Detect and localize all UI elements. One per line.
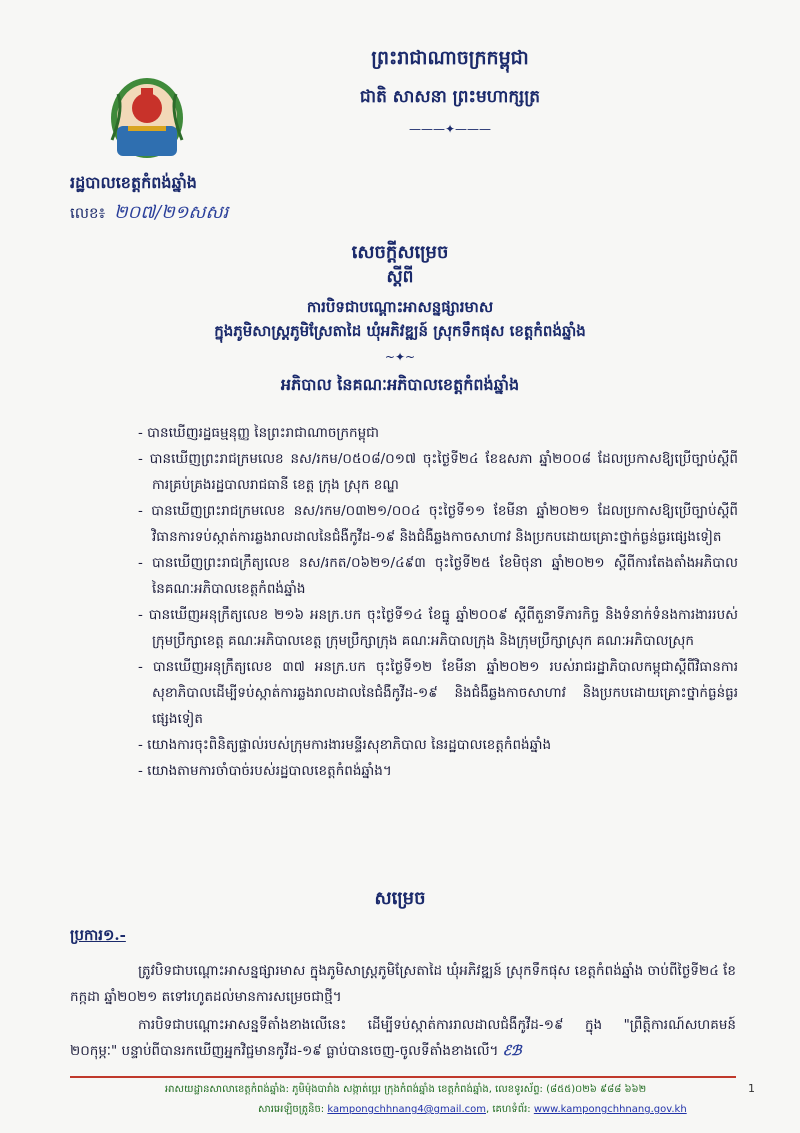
reference-label: លេខ៖ [70, 204, 106, 222]
title-subject: ការបិទជាបណ្ដោះអាសន្នផ្សារមាស [306, 298, 494, 316]
kingdom-heading: ព្រះរាជាណាចក្រកម្ពុជា [371, 47, 529, 69]
article-1-label: ប្រការ១.- [70, 926, 126, 944]
decision-heading: សម្រេច [374, 888, 426, 909]
reference-value: ២០៧/២១សសរ [113, 202, 229, 223]
page-number: 1 [748, 1082, 755, 1095]
preamble-clauses [138, 420, 738, 784]
issuer-name: រដ្ឋបាលខេត្តកំពង់ឆ្នាំង [70, 173, 197, 192]
reference-number [70, 200, 228, 227]
purpose-text: ការបិទជាបណ្ដោះអាសន្នទីតាំងខាងលើនេះ ដើម្បីទប់ស្កាត់ការរាលដាលជំងឺកូវីដ-១៩ ក្នុង "ព្រឹត្តិការណ៍សហគមន៍ ២០កុម្ភៈ" បន្ទាប់ពីបានរកឃើញអ្នកវិជ្ជមានកូវីដ-១៩ ធ្លាប់បានចេញ-ចូលទីតាំងខាងលើ។ [70, 1017, 736, 1059]
handwritten-initials: ℰℬ [502, 1043, 522, 1059]
title-about: ស្ដីពី [386, 267, 414, 287]
footer-rule [70, 1076, 736, 1078]
title-location: ក្នុងភូមិសាស្ត្រភូមិស្រែតាដៃ ឃុំអភិវឌ្ឍន៍ ស្រុកទឹកផុស ខេត្តកំពង់ឆ្នាំង [214, 322, 586, 340]
clause-item: - បានឃើញព្រះរាជក្រឹត្យលេខ នស/រកត/០៦២១/៤៩៣ ចុះថ្ងៃទី២៥ ខែមិថុនា ឆ្នាំ២០២១ ស្ដីពីការតែងតាំងអភិបាល នៃគណៈអភិបាលខេត្តកំពង់ឆ្នាំង [138, 555, 738, 597]
header-divider: ———✦——— [408, 122, 492, 136]
article-1-text: ត្រូវបិទជាបណ្ដោះអាសន្នផ្សារមាស ក្នុងភូមិសាស្ត្រភូមិស្រែតាដៃ ឃុំអភិវឌ្ឍន៍ ស្រុកទឹកផុស ខេត្តកំពង់ឆ្នាំង ចាប់ពីថ្ងៃទី២៤ ខែកក្កដា ឆ្នាំ២០២១ តទៅរហូតដល់មានការសម្រេចជាថ្មី។ [70, 963, 736, 1005]
email-label: សារអេឡិចត្រូនិច: [258, 1104, 325, 1115]
clause-item: - យោងតាមការចាំបាច់របស់រដ្ឋបាលខេត្តកំពង់ឆ្នាំង។ [138, 763, 392, 779]
article-1-purpose [70, 1012, 736, 1064]
clause-item: - យោងការចុះពិនិត្យផ្ទាល់របស់ក្រុមការងារមន្ទីរសុខាភិបាល នៃរដ្ឋបាលខេត្តកំពង់ឆ្នាំង [138, 737, 552, 753]
clause-item: - បានឃើញព្រះរាជក្រមលេខ នស/រកម/០៣២១/០០៤ ចុះថ្ងៃទី១១ ខែមីនា ឆ្នាំ២០២១ ដែលប្រកាសឱ្យប្រើច្បាប់ស្ដីពីវិធានការទប់ស្កាត់ការឆ្លងរាលដាលនៃជំងឺកូវីដ-១៩ និងជំងឺឆ្លងកាចសាហាវ និងប្រកបដោយគ្រោះថ្នាក់ធ្ងន់ធ្ងរផ្សេងទៀត [138, 503, 738, 545]
website-link[interactable]: www.kampongchhnang.gov.kh [533, 1104, 687, 1115]
email-link[interactable]: kampongchhnang4@gmail.com [327, 1104, 486, 1115]
title-ornament: ~✦~ [384, 350, 416, 364]
clause-item: - បានឃើញអនុក្រឹត្យលេខ ២១៦ អនក្រ.បក ចុះថ្ងៃទី១៤ ខែធ្នូ ឆ្នាំ២០០៩ ស្ដីពីតួនាទីភារកិច្ច និងទំនាក់ទំនងការងាររបស់ក្រុមប្រឹក្សាខេត្ត គណៈអភិបាលខេត្ត ក្រុមប្រឹក្សាក្រុង គណៈអភិបាលក្រុង និងក្រុមប្រឹក្សាស្រុក គណៈអភិបាលស្រុក [138, 607, 738, 649]
clause-item: - បានឃើញអនុក្រឹត្យលេខ ៣៧ អនក្រ.បក ចុះថ្ងៃទី១២ ខែមីនា ឆ្នាំ២០២១ របស់រាជរដ្ឋាភិបាលកម្ពុជាស្ដីពីវិធានការសុខាភិបាលដើម្បីទប់ស្កាត់ការឆ្លងរាលដាលនៃជំងឺកូវីដ-១៩ និងជំងឺឆ្លងកាចសាហាវ និងប្រកបដោយគ្រោះថ្នាក់ធ្ងន់ធ្ងរផ្សេងទៀត [138, 659, 738, 727]
governor-title: អភិបាល នៃគណៈអភិបាលខេត្តកំពង់ឆ្នាំង [280, 375, 520, 394]
clause-item: - បានឃើញរដ្ឋធម្មនុញ្ញ នៃព្រះរាជាណាចក្រកម្ពុជា [138, 425, 380, 441]
decision-title: សេចក្ដីសម្រេច [351, 242, 449, 263]
provincial-seal-icon [104, 70, 190, 166]
national-motto: ជាតិ សាសនា ព្រះមហាក្សត្រ [359, 87, 541, 107]
footer-contact: សារអេឡិចត្រូនិច: kampongchhnang4@gmail.com, គេហទំព័រ: www.kampongchhnang.gov.kh [258, 1104, 687, 1115]
footer-address: អាសយដ្ឋានសាលាខេត្តកំពង់ឆ្នាំង: ភូមិម៉ុងបារាំង សង្កាត់ប្អេរ ក្រុងកំពង់ឆ្នាំង ខេត្តកំពង់ឆ្នាំង, លេខទូរស័ព្ទ: (៨៥៥)០២៦ ៩៨៨ ៦៦២ [165, 1084, 647, 1095]
website-label: គេហទំព័រ: [492, 1104, 531, 1115]
clause-item: - បានឃើញព្រះរាជក្រមលេខ នស/រកម/០៥០៨/០១៧ ចុះថ្ងៃទី២៤ ខែឧសភា ឆ្នាំ២០០៨ ដែលប្រកាសឱ្យប្រើច្បាប់ស្ដីពីការគ្រប់គ្រងរដ្ឋបាលរាជធានី ខេត្ត ក្រុង ស្រុក ខណ្ឌ [138, 451, 738, 493]
